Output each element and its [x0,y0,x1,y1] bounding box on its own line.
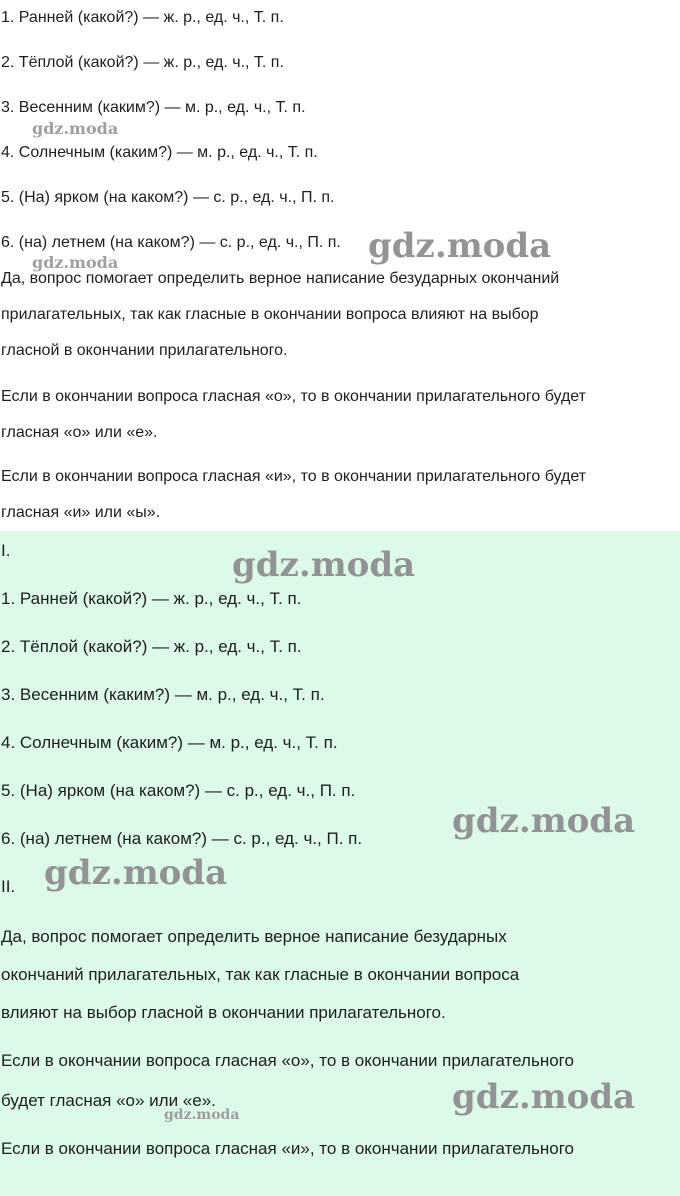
top-item-2: 2. Тёплой (какой?) — ж. р., ед. ч., Т. п. [1,54,284,71]
top-para1-line2: прилагательных, так как гласные в окончании вопроса влияют на выбор [1,306,539,323]
bottom-para1-line3: влияют на выбор гласной в окончании прилагательного. [1,1003,446,1022]
bottom-item-2: 2. Тёплой (какой?) — ж. р., ед. ч., Т. п. [1,637,302,656]
watermark-logo: gdz.moda [44,853,228,893]
bottom-para2-line1: Если в окончании вопроса гласная «о», то в окончании прилагательного [1,1051,574,1070]
top-para1-line3: гласной в окончании прилагательного. [1,342,288,359]
bottom-para3-line1: Если в окончании вопроса гласная «и», то в окончании прилагательного [1,1139,574,1158]
bottom-item-3: 3. Весенним (каким?) — м. р., ед. ч., Т. п. [1,685,325,704]
bottom-para1-line1: Да, вопрос помогает определить верное написание безударных [1,927,507,946]
section-heading-2: II. [1,877,16,896]
bottom-para2-line2: будет гласная «о» или «е». [1,1091,216,1110]
top-para2-line1: Если в окончании вопроса гласная «о», то в окончании прилагательного будет [1,388,586,405]
watermark-logo: gdz.moda [164,1107,240,1123]
watermark-logo: gdz.moda [452,1077,636,1117]
top-para1-line1: Да, вопрос помогает определить верное написание безударных окончаний [1,270,560,287]
bottom-item-6: 6. (на) летнем (на каком?) — с. р., ед. ч., П. п. [1,829,363,848]
top-item-6: 6. (на) летнем (на каком?) — с. р., ед. ч., П. п. [1,234,341,251]
bottom-item-1: 1. Ранней (какой?) — ж. р., ед. ч., Т. п. [1,589,302,608]
bottom-answer-block [0,531,680,1196]
watermark-logo: gdz.moda [232,545,416,585]
top-item-3: 3. Весенним (каким?) — м. р., ед. ч., Т. п. [1,99,306,116]
top-para2-line2: гласная «о» или «е». [1,424,158,441]
watermark-logo: gdz.moda [452,801,636,841]
top-answer-block [0,0,680,531]
top-para3-line1: Если в окончании вопроса гласная «и», то в окончании прилагательного будет [1,468,587,485]
watermark-logo: gdz.moda [32,253,119,272]
watermark-logo: gdz.moda [368,226,552,266]
bottom-item-4: 4. Солнечным (каким?) — м. р., ед. ч., Т. п. [1,733,338,752]
top-item-1: 1. Ранней (какой?) — ж. р., ед. ч., Т. п. [1,9,284,26]
top-para3-line2: гласная «и» или «ы». [1,504,161,521]
top-item-4: 4. Солнечным (каким?) — м. р., ед. ч., Т. п. [1,144,318,161]
top-item-5: 5. (На) ярком (на каком?) — с. р., ед. ч., П. п. [1,189,335,206]
section-heading-1: I. [1,541,11,560]
watermark-logo: gdz.moda [32,119,119,138]
bottom-para1-line2: окончаний прилагательных, так как гласные в окончании вопроса [1,965,520,984]
bottom-item-5: 5. (На) ярком (на каком?) — с. р., ед. ч., П. п. [1,781,356,800]
